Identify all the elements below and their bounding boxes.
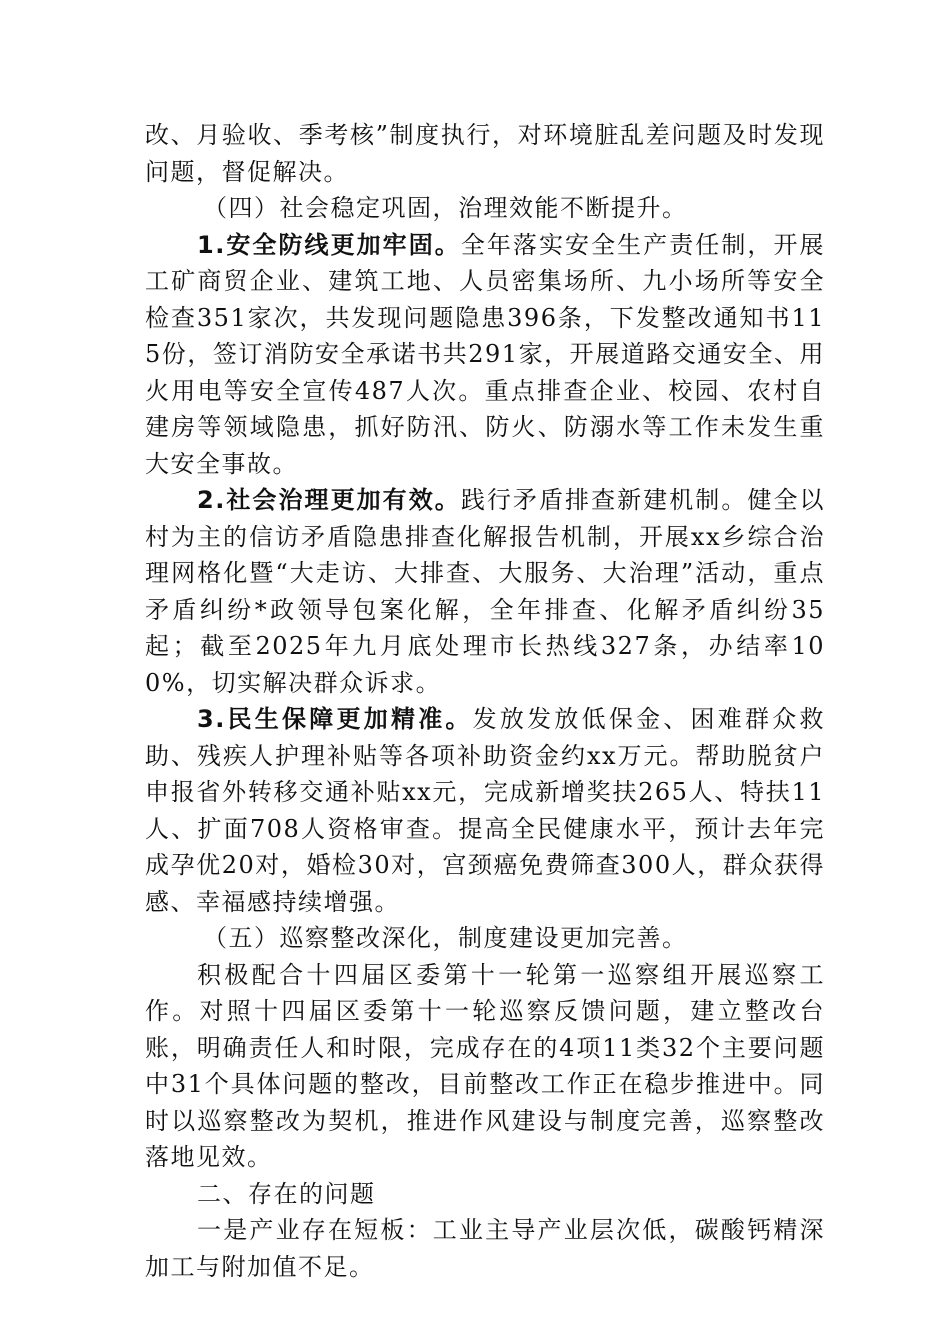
subheading-livelihood: 3.民生保障更加精准。	[197, 705, 473, 733]
document-body	[145, 117, 825, 1285]
subheading-governance: 2.社会治理更加有效。	[197, 486, 461, 514]
paragraph-livelihood	[145, 701, 825, 920]
paragraph-inspection: 积极配合十四届区委第十一轮第一巡察组开展巡察工作。对照十四届区委第十一轮巡察反馈问题，建立整改台账，明确责任人和时限，完成存在的4项11类32个主要问题中31个具体问题的整改，目前整改工作正在稳步推进中。同时以巡察整改为契机，推进作风建设与制度完善，巡察整改落地见效。	[145, 960, 825, 1171]
paragraph-continuation: 改、月验收、季考核”制度执行，对环境脏乱差问题及时发现问题，督促解决。	[145, 121, 825, 186]
chapter-heading-problems: 二、存在的问题	[197, 1179, 376, 1208]
paragraph-problem-one: 一是产业存在短板：工业主导产业层次低，碳酸钙精深加工与附加值不足。	[145, 1216, 825, 1281]
subheading-safety: 1.安全防线更加牢固。	[197, 230, 461, 259]
paragraph-governance-body: 践行矛盾排查新建机制。健全以村为主的信访矛盾隐患排查化解报告机制，开展xx乡综合治理网格化暨“大走访、大排查、大服务、大治理”活动，重点矛盾纠纷*政领导包案化解，全年排查、化解矛盾纠纷35起；截至2025年九月底处理市长热线327条，办结率100%，切实解决群众诉求。	[145, 486, 825, 697]
paragraph-safety-body: 全年落实安全生产责任制，开展工矿商贸企业、建筑工地、人员密集场所、九小场所等安全检查351家次，共发现问题隐患396条，下发整改通知书115份，签订消防安全承诺书共291家，开展道路交通安全、用火用电等安全宣传487人次。重点排查企业、校园、农村自建房等领域隐患，抓好防汛、防火、防溺水等工作未发生重大安全事故。	[145, 230, 825, 478]
section-heading-four: （四）社会稳定巩固，治理效能不断提升。	[203, 194, 688, 222]
section-heading-five: （五）巡察整改深化，制度建设更加完善。	[203, 924, 688, 952]
paragraph-governance	[145, 482, 825, 701]
paragraph-safety	[145, 227, 825, 483]
paragraph-livelihood-body: 发放发放低保金、困难群众救助、残疾人护理补贴等各项补助资金约xx万元。帮助脱贫户申报省外转移交通补贴xx元，完成新增奖扶265人、特扶11人、扩面708人资格审查。提高全民健康水平，预计去年完成孕优20对，婚检30对，宫颈癌免费筛查300人，群众获得感、幸福感持续增强。	[145, 705, 825, 916]
